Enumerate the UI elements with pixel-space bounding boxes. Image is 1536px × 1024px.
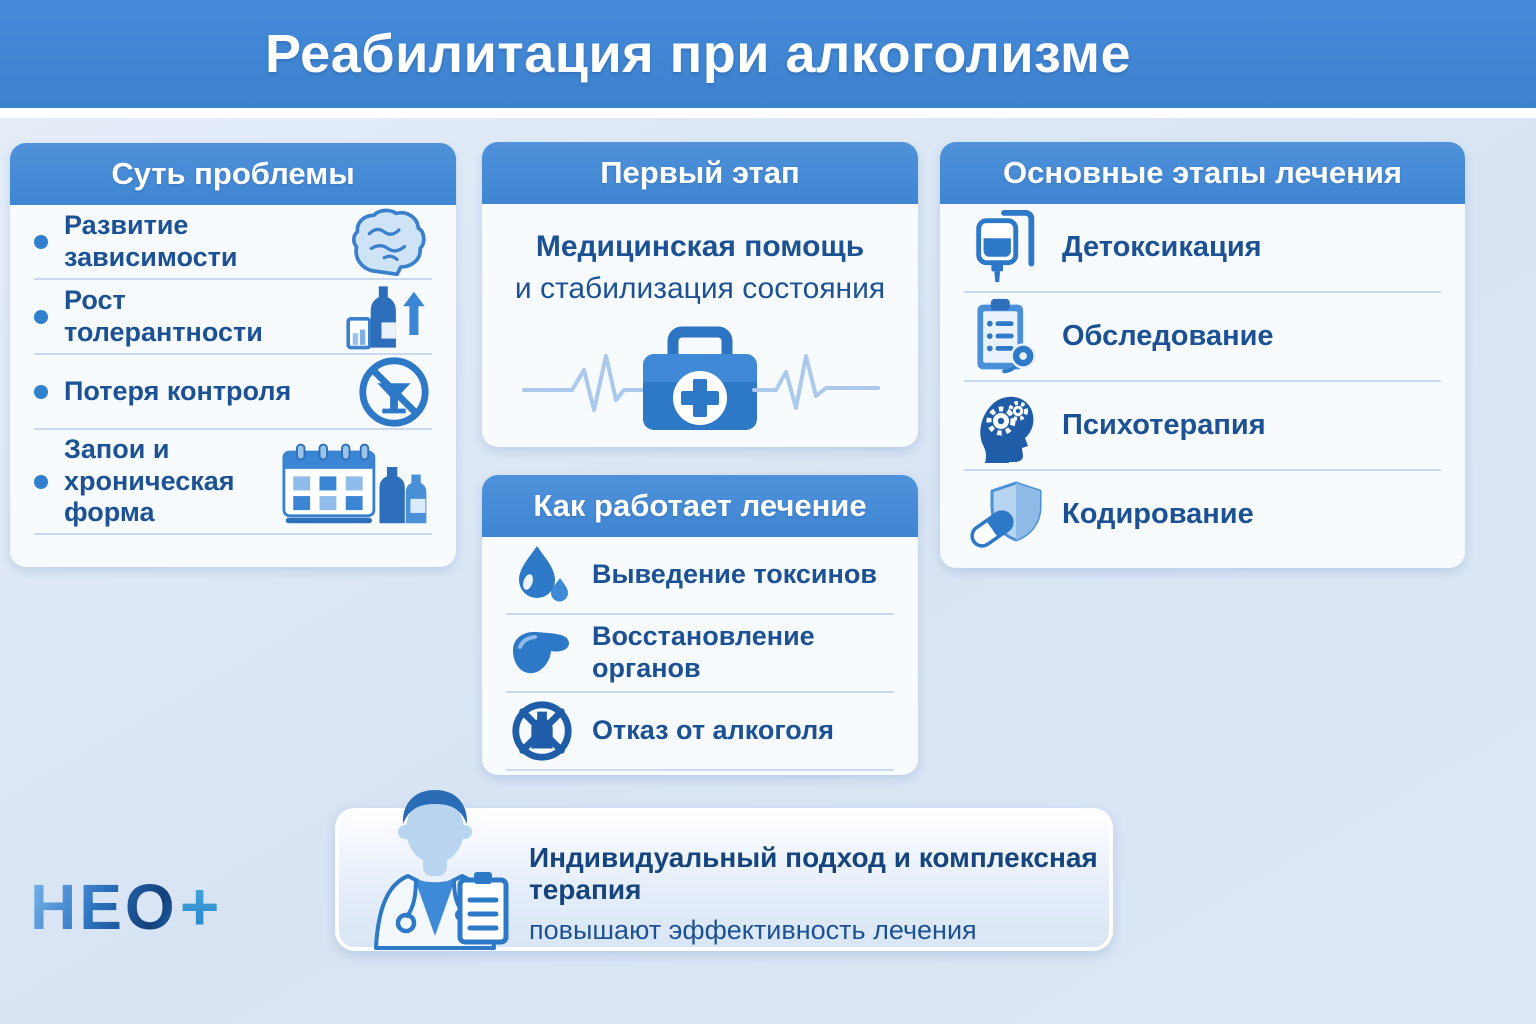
item-label: Запои и хроническая форма	[64, 433, 235, 528]
iv-drip-icon	[964, 208, 1048, 288]
card-problem	[10, 143, 456, 567]
head-gears-icon	[964, 389, 1048, 463]
list-item	[482, 537, 918, 613]
card-first-stage-title: Первый этап	[482, 142, 918, 204]
item-label: Развитие зависимости	[64, 209, 238, 272]
clipboard-icon	[964, 297, 1048, 377]
list-item	[10, 280, 456, 353]
list-item	[482, 693, 918, 769]
divider	[506, 769, 894, 771]
banner-line1: Индивидуальный подход и комплексная терапия	[529, 842, 1098, 905]
first-stage-line1: Медицинская помощь	[535, 230, 865, 263]
water-drop-icon	[506, 544, 578, 606]
item-label: Рост толерантности	[64, 284, 263, 347]
card-first-stage	[482, 142, 918, 447]
list-item	[10, 205, 456, 278]
card-how-title: Как работает лечение	[482, 475, 918, 537]
bullet-icon	[34, 235, 48, 249]
item-label: Потеря контроля	[64, 375, 292, 406]
logo-text: НЕО	[30, 871, 178, 943]
list-item	[10, 355, 456, 428]
list-item	[940, 382, 1465, 469]
item-label: Выведение токсинов	[592, 559, 877, 590]
page-title: Реабилитация при алкоголизме	[264, 24, 1131, 84]
item-label: Отказ от алкоголя	[592, 715, 834, 746]
list-item	[940, 471, 1465, 558]
list-item	[940, 293, 1465, 380]
calendar-bottles-icon	[282, 437, 432, 527]
divider	[34, 533, 432, 535]
brain-icon	[340, 206, 432, 278]
bottom-banner	[335, 808, 1113, 951]
liver-icon	[506, 628, 578, 678]
item-label: Кодирование	[1062, 498, 1254, 531]
first-aid-kit-icon	[482, 316, 918, 443]
page-header	[0, 0, 1536, 118]
banner-text	[529, 812, 1109, 946]
bullet-icon	[34, 385, 48, 399]
logo	[30, 868, 219, 946]
shield-pill-icon	[964, 481, 1048, 549]
bottle-growth-icon	[340, 281, 432, 353]
logo-plus-icon: +	[179, 869, 220, 945]
bullet-icon	[34, 310, 48, 324]
item-label: Обследование	[1062, 320, 1274, 353]
item-label: Детоксикация	[1062, 231, 1262, 264]
item-label: Восстановление органов	[592, 621, 815, 683]
list-item	[940, 204, 1465, 291]
card-how-treatment-works	[482, 475, 918, 775]
card-treatment-stages	[940, 142, 1465, 568]
card-problem-title: Суть проблемы	[10, 143, 456, 205]
bullet-icon	[34, 475, 48, 489]
first-stage-line2: и стабилизация состояния	[514, 272, 886, 305]
banner-line2: повышают эффективность лечения	[529, 915, 977, 945]
no-alcohol-icon	[356, 354, 432, 430]
doctor-icon	[351, 784, 519, 955]
card-stages-title: Основные этапы лечения	[940, 142, 1465, 204]
list-item	[482, 615, 918, 691]
no-drink-icon	[506, 698, 578, 764]
item-label: Психотерапия	[1062, 409, 1266, 442]
list-item	[10, 430, 456, 533]
